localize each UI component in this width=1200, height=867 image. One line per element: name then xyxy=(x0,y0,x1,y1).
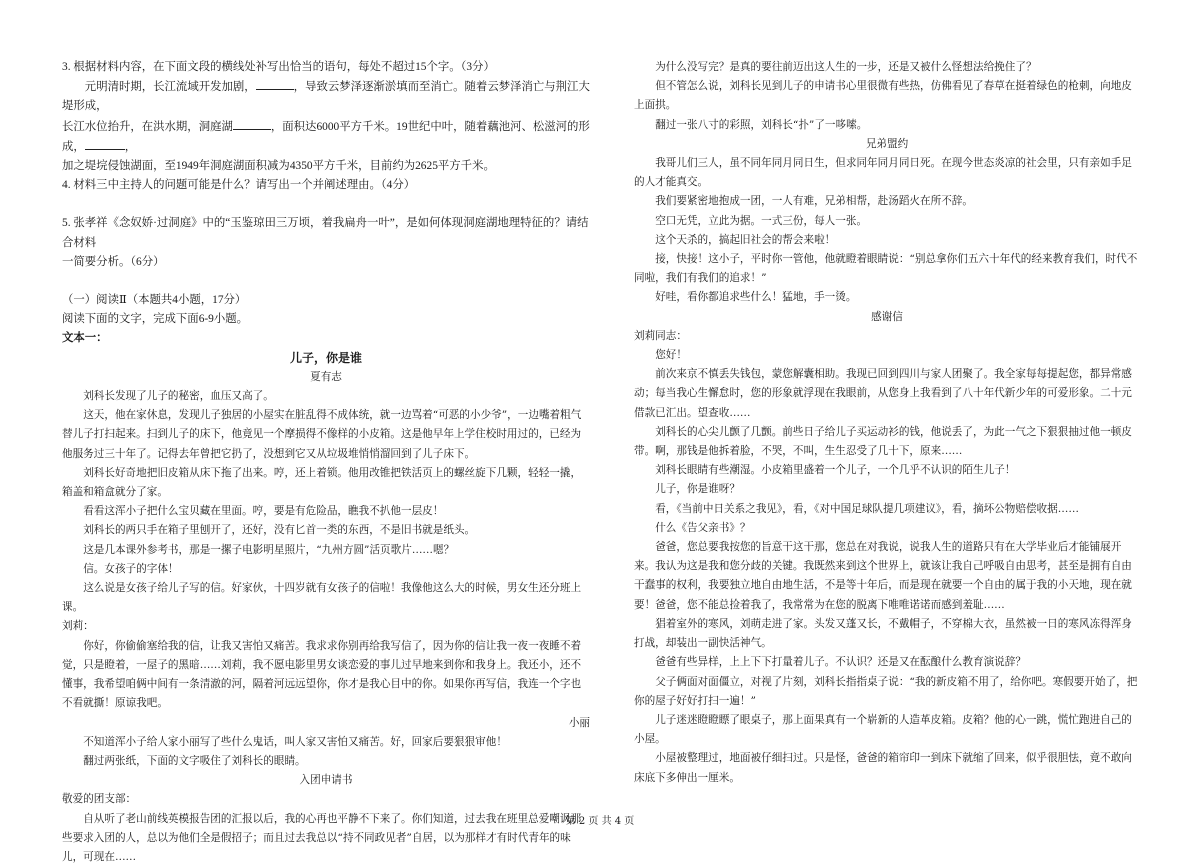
story-paragraph: 爸爸有些异样，上上下下打量着儿子。不认识？还是又在酝酿什么教育演说辞？ xyxy=(655,656,1026,669)
q3-text-3: 长江水位抬升，在洪水期，洞庭湖 xyxy=(62,120,233,133)
story-paragraph: 刘科长的两只手在箱子里刨开了，还好，没有匕首一类的东西，不是旧书就是纸头。 xyxy=(83,524,476,537)
letter-salutation: 刘莉： xyxy=(62,620,94,633)
section-instruction: 阅读下面的文字，完成下面6-9小题。 xyxy=(62,313,249,326)
thanks-letter-salutation: 刘莉同志： xyxy=(634,329,687,342)
story-paragraph: 这么说是女孩子给儿子写的信。好家伙，十四岁就有女孩子的信啦！我像他这么大的时候，男女生还分班上课。 xyxy=(62,582,582,614)
story-title: 儿子，你是谁 xyxy=(289,350,362,365)
right-column xyxy=(634,58,1140,788)
story-paragraph: 刘科长发现了儿子的秘密，血压又高了。 xyxy=(83,390,274,403)
page-footer: 第 2 页 共 4 页 xyxy=(565,816,635,827)
question-3-heading: 3. 根据材料内容，在下面文段的横线处补写出恰当的语句，每处不超过15个字。（3分） xyxy=(62,61,495,73)
story-paragraph: 信。女孩子的字体！ xyxy=(83,562,179,575)
story-paragraph: 看看这浑小子把什么宝贝藏在里面。哼，要是有危险品，瞧我不扒他一层皮！ xyxy=(83,505,444,518)
oath-paragraph: 空口无凭，立此为据。一式三份，每人一张。 xyxy=(655,214,868,227)
story-paragraph: 儿子，你是谁呀？ xyxy=(655,483,740,496)
question-3-passage-2 xyxy=(62,117,590,157)
story-paragraph: 好哇，看你都追求些什么！猛地，手一烫。 xyxy=(655,291,857,304)
story-paragraph: 儿子迷迷瞪瞪瞟了眼桌子，那上面果真有一个崭新的人造革皮箱。皮箱？他的心一跳，慌忙跑进自己的小屋。 xyxy=(634,713,1132,746)
letter-body: 你好，你偷偷塞给我的信，让我又害怕又痛苦。我求求你别再给我写信了，因为你的信让我一夜一夜睡不着觉，只是瞪着，一屋子的黑暗……刘莉，我不愿电影里男女谈恋爱的事儿过早地来到你和我身上。我还小，还不懂事，我希望咱俩中间有一条清澈的河，隔着河远远望你，你才是我心目中的你。如果你再写信，我连一个字也不看就撕！原谅我吧。 xyxy=(62,639,582,710)
blank-3[interactable] xyxy=(85,137,125,150)
question-3-passage-3: 加之堤垸侵蚀湖面，至1949年洞庭湖面积减为4350平方千米，目前约为2625平方千米。 xyxy=(62,160,495,173)
story-author: 夏有志 xyxy=(310,370,342,383)
thanks-letter-title: 感谢信 xyxy=(871,310,903,323)
story-paragraph: 这个天杀的，搞起旧社会的帮会来啦！ xyxy=(655,233,836,246)
story-paragraph: 什么《告父亲书》？ xyxy=(655,521,751,534)
q3-text-5: ， xyxy=(124,140,137,153)
thanks-letter-greeting: 您好！ xyxy=(655,349,687,362)
q3-text-2: ，导致云梦泽逐渐淤填而至消亡。随着云梦泽消亡与荆江大堤形成， xyxy=(62,81,590,113)
story-paragraph: 刘科长眼睛有些潮湿。小皮箱里盛着一个儿子，一个几乎不认识的陌生儿子！ xyxy=(655,464,1016,477)
story-paragraph: 但不管怎么说，刘科长见到儿子的申请书心里很微有些热，仿佛看见了春草在挺着绿色的枪刺，向地皮上面拱。 xyxy=(634,80,1132,112)
blank-1[interactable] xyxy=(256,77,294,90)
application-salutation: 敬爱的团支部： xyxy=(62,793,137,806)
story-paragraph: 翻过两张纸，下面的文字吸住了刘科长的眼睛。 xyxy=(83,754,306,767)
oath-title: 兄弟盟约 xyxy=(865,137,909,150)
story-paragraph: 父子俩面对面僵立，对视了片刻，刘科长指指桌子说：“我的新皮箱不用了，给你吧。寒假要开始了，把你的屋子好好打扫一遍！” xyxy=(634,675,1138,707)
question-5-line-1: 5. 张孝祥《念奴娇·过洞庭》中的“玉鉴琼田三万顷，着我扁舟一叶”，是如何体现洞庭湖地理特征的？请结合材料 xyxy=(62,217,589,249)
text-one-label: 文本一： xyxy=(62,332,108,345)
story-paragraph: 这天，他在家休息，发现儿子独居的小屋实在脏乱得不成体统，就一边骂着“可恶的小少爷”，一边嘴着粗气替儿子打扫起来。扫到儿子的床下，他竟见一个摩损得不像样的小皮箱。这是他早年上学住校时用过的，已经为他服务过三十年了。记得去年曾把它扔了，没想到它又从垃圾堆悄悄溜回到了儿子床下。 xyxy=(62,409,582,460)
left-column xyxy=(62,58,590,867)
q3-text-4: ，面积达6000平方千米。19世纪中叶，随着藕池河、松滋河的形成， xyxy=(62,120,590,153)
question-3-passage xyxy=(62,77,590,116)
oath-paragraph: 我哥儿们三人，虽不同年同月同日生，但求同年同月同日死。在现今世态炎凉的社会里，只有亲如手足的人才能真交。 xyxy=(634,157,1132,189)
section-heading: （一）阅读Ⅱ（本题共4小题，17分） xyxy=(62,294,247,307)
story-paragraph: 看，《当前中日关系之我见》，看，《对中国足球队提几项建议》，看，摘坏公物赔偿收据…… xyxy=(655,502,1079,515)
story-paragraph: 小屋被整理过，地面被仔细扫过。只是怪，爸爸的箱帘印一到床下就缩了回来，似乎很胆怯，竟不敢向床底下多伸出一厘米。 xyxy=(634,752,1132,784)
story-paragraph: 翻过一张八寸的彩照，刘科长“扑”了一哆嗦。 xyxy=(655,118,868,131)
story-paragraph: 不知道浑小子给人家小丽写了些什么鬼话，叫人家又害怕又痛苦。好，回家后要狠狠审他！ xyxy=(83,735,507,748)
story-paragraph: 这是几本课外参考书，那是一摞子电影明星照片，“九州方圆”活页歌片……嗯？ xyxy=(83,543,455,556)
story-paragraph: 为什么没写完？是真的要往前迈出这人生的一步，还是又被什么怪想法给挽住了？ xyxy=(655,61,1037,73)
thanks-letter-body: 前次来京不慎丢失钱包，蒙您解囊相助。我现已回到四川与家人团聚了。我全家每每提起您，都异常感动；每当我心生懈怠时，您的形象就浮现在我眼前，从您身上我看到了八十年代新少年的可爱形象。二十元借款已汇出。望查收…… xyxy=(634,368,1132,419)
letter-signature: 小丽 xyxy=(568,716,590,729)
application-body: 自从听了老山前线英模报告团的汇报以后，我的心再也平静不下来了。你们知道，过去我在班里总爱嘲讽那些要求入团的人，总以为他们全是假招子；而且过去我总以“持不同政见者”自居，以为那样才有时代青年的味儿，可现在…… xyxy=(62,812,582,863)
q3-text-1: 元明清时期，长江流域开发加剧， xyxy=(84,81,256,94)
story-paragraph: 接，快接！这小子，平时你一管他，他就瞪着眼睛说：“别总拿你们五六十年代的经来教育我们，时代不同啦，我们有我们的追求！” xyxy=(634,253,1138,285)
question-4: 4. 材料三中主持人的问题可能是什么？请写出一个并阐述理由。（4分） xyxy=(62,179,416,192)
father-letter-body: 爸爸，您总要我按您的旨意干这干那，您总在对我说，说我人生的道路只有在大学毕业后才能铺展开来。我认为这是我和您分歧的关键。我既然来到这个世界上，就该让我自己呼吸自由思考，甚至是拥有自由干蠢事的权利，我要独立地自由地生活，不是等十年后，而是现在就要一个自由的属于我的小天地，现在就要！爸爸，您不能总捡着我了，我常常为在您的脱离下唯唯诺诺而感到羞耻…… xyxy=(634,541,1132,611)
story-paragraph: 刘科长的心尖儿颤了几颤。前些日子给儿子买运动衫的钱，他说丢了，为此一气之下狠狠抽过他一顿皮带。啊，那钱是他拆着脸，不哭，不叫，生生忍受了几十下，原来…… xyxy=(634,425,1132,458)
application-title: 入团申请书 xyxy=(299,774,353,787)
blank-2[interactable] xyxy=(233,117,271,130)
story-paragraph: 刘科长好奇地把旧皮箱从床下拖了出来。哼，还上着锁。他用改锥把铁活页上的螺丝旋下几颗，轻轻一撬，箱盖和箱盒就分了家。 xyxy=(62,466,582,499)
story-paragraph: 猖着室外的寒风，刘萌走进了家。头发又蓬又长，不戴帽子，不穿棉大衣，虽然被一日的寒风冻得浑身打战，却装出一副快活神气。 xyxy=(634,617,1132,650)
question-5-line-2: 一简要分析。（6分） xyxy=(62,255,165,268)
oath-paragraph: 我们要紧密地抱成一团，一人有难，兄弟相帮，赴汤蹈火在所不辞。 xyxy=(655,195,973,208)
